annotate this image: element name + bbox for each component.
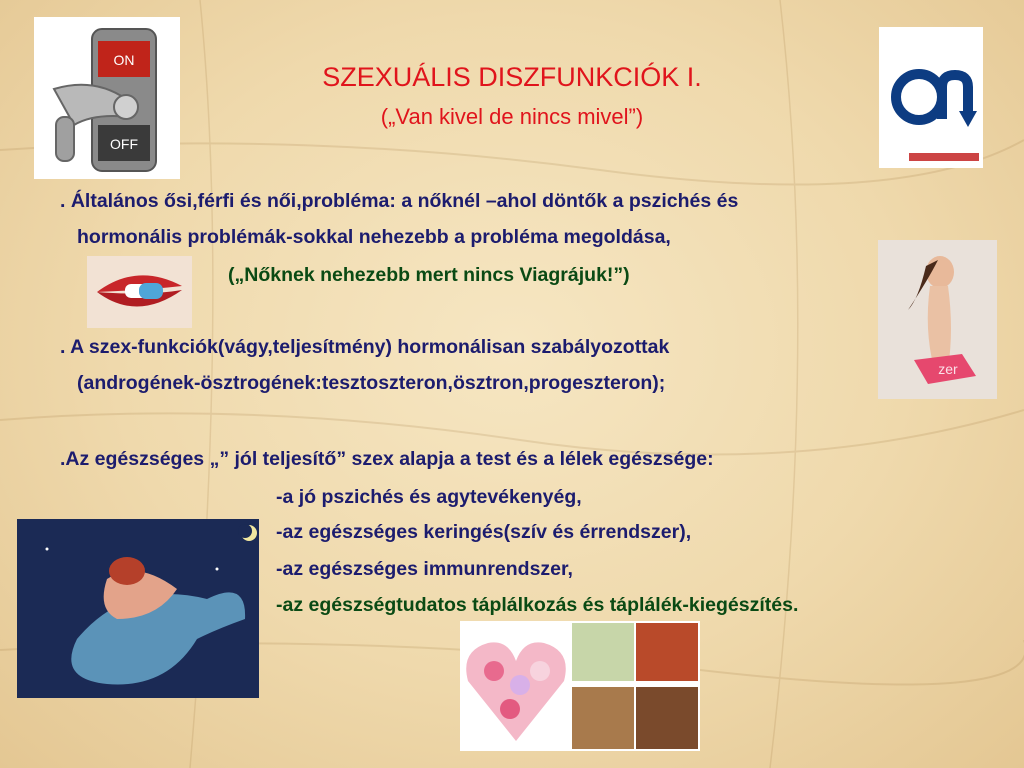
lips-pill-image [87,256,192,328]
paragraph-3-line-1: .Az egészséges „” jól teljesítő” szex alapja a test és a lélek egészsége: [60,448,714,470]
list-item: -az egészségtudatos táplálkozás és táplálék-kiegészítés. [276,594,799,616]
paragraph-1-line-2: hormonális problémák-sokkal nehezebb a probléma megoldása, [77,226,671,248]
switch-off-label: OFF [110,136,138,152]
on-off-switch-image [34,17,180,179]
paragraph-1-line-1: . Általános ősi,férfi és női,probléma: a nőknél –ahol döntők a pszichés és [60,190,739,212]
paragraph-2-line-2: (androgének-ösztrogének:tesztoszteron,ösztron,progeszteron); [77,372,666,394]
pill-label: zer [938,361,958,377]
list-item: -az egészséges immunrendszer, [276,558,573,580]
fantasy-rider-image [17,519,259,698]
paragraph-2-line-1: . A szex-funkciók(vágy,teljesítmény) hormonálisan szabályozottak [60,336,670,358]
list-item: -a jó pszichés és agytevékenyég, [276,486,582,508]
on-logo-image [879,27,983,168]
food-collage-image [460,621,700,751]
slide-title: SZEXUÁLIS DISZFUNKCIÓK I. [322,62,702,92]
slide-subtitle: („Van kivel de nincs mivel”) [380,104,644,129]
woman-on-pill-image [878,240,997,399]
switch-on-label: ON [113,52,135,68]
list-item: -az egészséges keringés(szív és érrendszer), [276,521,692,543]
paragraph-1-line-3: („Nőknek nehezebb mert nincs Viagrájuk!”) [228,264,630,286]
